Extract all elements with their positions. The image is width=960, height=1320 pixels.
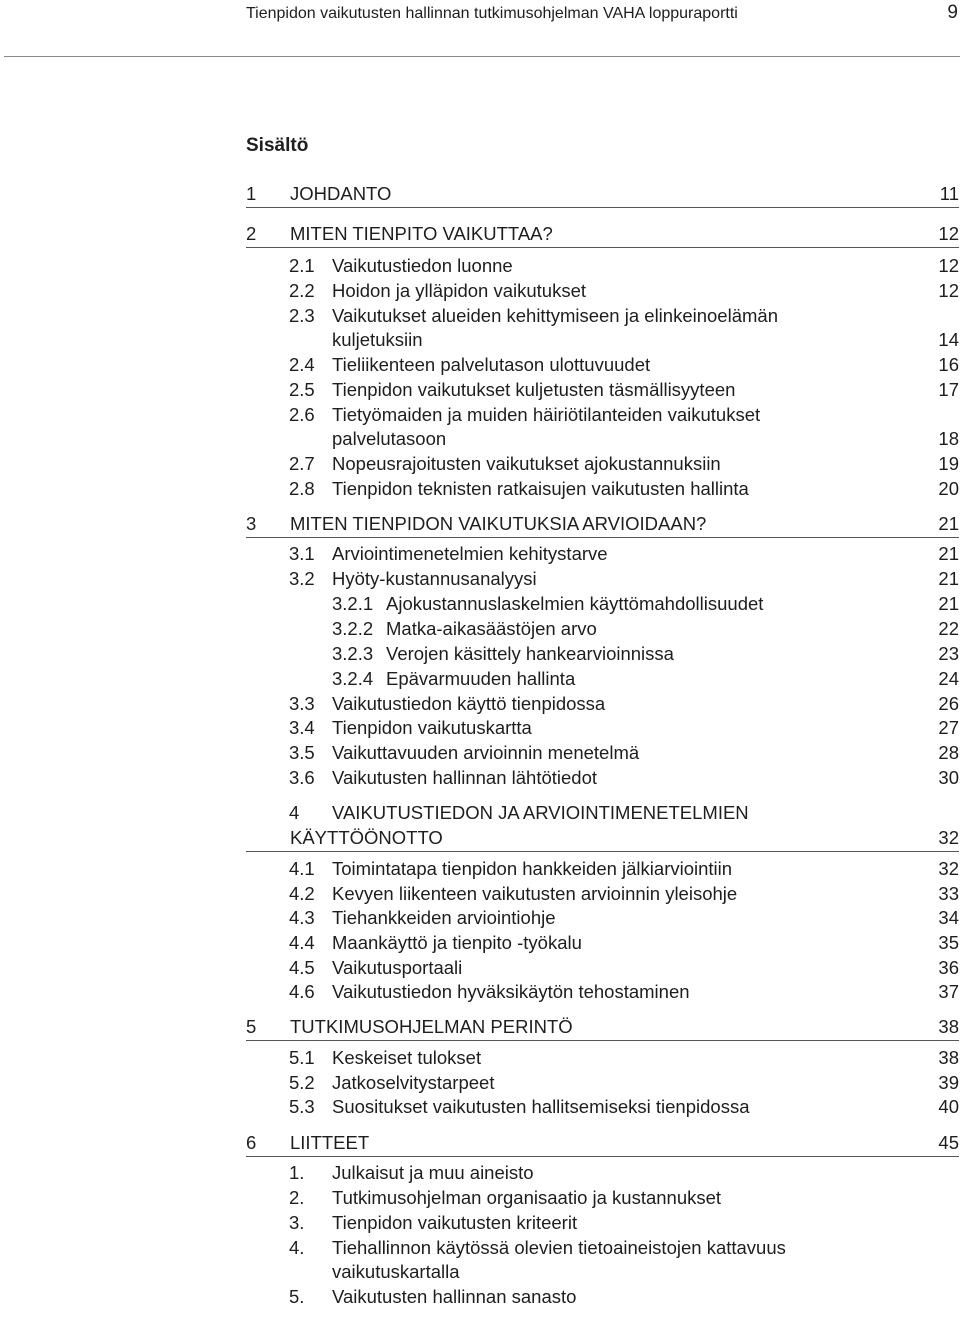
toc-page-number: 34 xyxy=(938,907,959,928)
toc-row xyxy=(246,716,959,741)
toc-number: 3.2.1 xyxy=(332,593,374,614)
toc-entry-text: Tienpidon vaikutukset kuljetusten täsmällisyyteen xyxy=(332,379,736,400)
toc-entry-text: MITEN TIENPITO VAIKUTTAA? xyxy=(290,223,553,244)
toc-number: 4.3 xyxy=(289,907,315,928)
toc-page-number: 11 xyxy=(939,183,959,204)
toc-number: 5. xyxy=(289,1286,305,1307)
toc-row xyxy=(246,642,959,667)
toc-chapter-row xyxy=(246,1131,959,1157)
toc-row xyxy=(246,956,959,981)
toc-row xyxy=(246,279,959,304)
toc-page-number: 36 xyxy=(938,957,959,978)
toc-entry-text: Tutkimusohjelman organisaatio ja kustannukset xyxy=(332,1187,722,1208)
toc-number: 2. xyxy=(289,1187,305,1208)
page-number: 9 xyxy=(947,2,958,23)
toc-chapter-row xyxy=(246,182,959,208)
toc-number: 2.4 xyxy=(289,354,315,375)
toc-row xyxy=(246,667,959,692)
toc-chapter-row xyxy=(246,826,959,852)
toc-row xyxy=(246,477,959,502)
toc-number: 5 xyxy=(246,1016,257,1037)
header-divider xyxy=(4,56,960,57)
toc-entry-text: Ajokustannuslaskelmien käyttömahdollisuudet xyxy=(386,593,764,614)
toc-entry-text: Hyöty-kustannusanalyysi xyxy=(332,568,537,589)
toc-number: 5.1 xyxy=(289,1047,315,1068)
toc-number: 2.7 xyxy=(289,453,315,474)
toc-number: 4.4 xyxy=(289,932,315,953)
toc-number: 4. xyxy=(289,1237,305,1258)
toc-entry-text: Vaikutukset alueiden kehittymiseen ja elinkeinoelämän xyxy=(332,305,778,326)
toc-row xyxy=(246,931,959,956)
toc-page-number: 33 xyxy=(938,883,959,904)
toc-page-number: 21 xyxy=(938,593,959,614)
toc-number: 4.1 xyxy=(289,858,315,879)
toc-entry-text: VAIKUTUSTIEDON JA ARVIOINTIMENETELMIEN xyxy=(332,802,749,823)
contents-heading: Sisältö xyxy=(246,135,309,156)
toc-page-number: 37 xyxy=(938,981,959,1002)
toc-row xyxy=(246,741,959,766)
toc-page-number: 12 xyxy=(938,223,959,244)
toc-number: 2.3 xyxy=(289,305,315,326)
toc-page-number: 40 xyxy=(938,1096,959,1117)
toc-row xyxy=(246,1211,959,1236)
toc-entry-text: Vaikutustiedon käyttö tienpidossa xyxy=(332,693,606,714)
toc-number: 3.5 xyxy=(289,742,315,763)
toc-page-number: 20 xyxy=(938,478,959,499)
toc-page-number: 30 xyxy=(938,767,959,788)
toc-number: 2.1 xyxy=(289,255,315,276)
toc-row xyxy=(246,906,959,931)
toc-entry-text: KÄYTTÖÖNOTTO xyxy=(290,827,443,848)
toc-entry-text: Kevyen liikenteen vaikutusten arvioinnin yleisohje xyxy=(332,883,738,904)
toc-row xyxy=(246,692,959,717)
toc-page-number: 21 xyxy=(938,568,959,589)
toc-number: 5.3 xyxy=(289,1096,315,1117)
toc-entry-text: vaikutuskartalla xyxy=(332,1261,460,1282)
toc-number: 3 xyxy=(246,513,257,534)
toc-entry-text: kuljetuksiin xyxy=(332,329,423,350)
toc-entry-text: Julkaisut ja muu aineisto xyxy=(332,1162,534,1183)
toc-number: 3.3 xyxy=(289,693,315,714)
toc-number: 3. xyxy=(289,1212,305,1233)
toc-chapter-row xyxy=(246,512,959,538)
toc-number: 2 xyxy=(246,223,257,244)
toc-row xyxy=(246,427,959,452)
running-header-title: Tienpidon vaikutusten hallinnan tutkimusohjelman VAHA loppuraportti xyxy=(246,5,738,22)
toc-number: 3.1 xyxy=(289,543,315,564)
toc-entry-text: Vaikuttavuuden arvioinnin menetelmä xyxy=(332,742,640,763)
toc-number: 4.2 xyxy=(289,883,315,904)
toc-page-number: 14 xyxy=(938,329,959,350)
toc-row xyxy=(246,353,959,378)
toc-row xyxy=(246,766,959,791)
toc-row xyxy=(246,567,959,592)
toc-page-number: 16 xyxy=(938,354,959,375)
toc-row xyxy=(246,1260,959,1285)
toc-entry-text: Arviointimenetelmien kehitystarve xyxy=(332,543,608,564)
toc-entry-text: TUTKIMUSOHJELMAN PERINTÖ xyxy=(290,1016,573,1037)
toc-page-number: 32 xyxy=(938,858,959,879)
toc-number: 5.2 xyxy=(289,1072,315,1093)
toc-entry-text: Tieliikenteen palvelutason ulottuvuudet xyxy=(332,354,651,375)
toc-number: 3.2.4 xyxy=(332,668,374,689)
toc-row xyxy=(246,378,959,403)
toc-row xyxy=(246,1285,959,1310)
page-header xyxy=(0,0,960,58)
toc-page-number: 26 xyxy=(938,693,959,714)
toc-page-number: 21 xyxy=(938,513,959,534)
toc-entry-text: Epävarmuuden hallinta xyxy=(386,668,576,689)
toc-number: 4 xyxy=(289,802,300,823)
toc-page-number: 17 xyxy=(938,379,959,400)
toc-entry-text: Vaikutustiedon luonne xyxy=(332,255,513,276)
toc-entry-text: Vaikutusportaali xyxy=(332,957,463,978)
toc-chapter-row xyxy=(246,1015,959,1041)
toc-number: 1 xyxy=(246,183,257,204)
toc-entry-text: Maankäyttö ja tienpito -työkalu xyxy=(332,932,582,953)
toc-entry-text: Vaikutusten hallinnan sanasto xyxy=(332,1286,577,1307)
toc-row xyxy=(246,617,959,642)
toc-page-number: 38 xyxy=(938,1016,959,1037)
toc-page-number: 12 xyxy=(938,255,959,276)
toc-entry-text: Tienpidon vaikutusten kriteerit xyxy=(332,1212,578,1233)
toc-page-number: 19 xyxy=(938,453,959,474)
toc-entry-text: LIITTEET xyxy=(290,1132,370,1153)
toc-entry-text: Suositukset vaikutusten hallitsemiseksi tienpidossa xyxy=(332,1096,750,1117)
toc-page-number: 22 xyxy=(938,618,959,639)
toc-row xyxy=(246,1161,959,1186)
toc-row xyxy=(246,1046,959,1071)
toc-row xyxy=(246,304,959,329)
toc-row xyxy=(246,542,959,567)
toc-row xyxy=(246,328,959,353)
toc-page-number: 32 xyxy=(938,827,959,848)
toc-row xyxy=(246,882,959,907)
toc-row xyxy=(246,1186,959,1211)
toc-entry-text: Tienpidon teknisten ratkaisujen vaikutusten hallinta xyxy=(332,478,749,499)
toc-number: 3.2.3 xyxy=(332,643,374,664)
toc-number: 3.6 xyxy=(289,767,315,788)
toc-row xyxy=(246,980,959,1005)
toc-entry-text: Tiehallinnon käytössä olevien tietoaineistojen kattavuus xyxy=(332,1237,786,1258)
toc-entry-text: Hoidon ja ylläpidon vaikutukset xyxy=(332,280,587,301)
toc-entry-text: Toimintatapa tienpidon hankkeiden jälkiarviointiin xyxy=(332,858,733,879)
toc-number: 3.4 xyxy=(289,717,315,738)
toc-entry-text: Matka-aikasäästöjen arvo xyxy=(386,618,597,639)
toc-number: 4.5 xyxy=(289,957,315,978)
toc-row xyxy=(246,592,959,617)
toc-number: 1. xyxy=(289,1162,305,1183)
toc-entry-text: Tiehankkeiden arviointiohje xyxy=(332,907,556,928)
toc-page-number: 21 xyxy=(938,543,959,564)
toc-row xyxy=(246,452,959,477)
toc-entry-text: Vaikutustiedon hyväksikäytön tehostaminen xyxy=(332,981,690,1002)
toc-page-number: 23 xyxy=(938,643,959,664)
toc-page-number: 28 xyxy=(938,742,959,763)
toc-page-number: 35 xyxy=(938,932,959,953)
toc-row xyxy=(246,1095,959,1120)
toc-number: 2.6 xyxy=(289,404,315,425)
toc-row xyxy=(246,857,959,882)
toc-page-number: 39 xyxy=(938,1072,959,1093)
toc-number: 3.2.2 xyxy=(332,618,374,639)
toc-row xyxy=(246,801,959,826)
toc-entry-text: Tienpidon vaikutuskartta xyxy=(332,717,532,738)
toc-entry-text: Jatkoselvitystarpeet xyxy=(332,1072,495,1093)
toc-number: 2.5 xyxy=(289,379,315,400)
toc-row xyxy=(246,1071,959,1096)
toc-page-number: 12 xyxy=(938,280,959,301)
toc-page-number: 38 xyxy=(938,1047,959,1068)
toc-number: 6 xyxy=(246,1132,257,1153)
toc-chapter-row xyxy=(246,222,959,248)
toc-row xyxy=(246,254,959,279)
toc-entry-text: palvelutasoon xyxy=(332,428,447,449)
toc-page-number: 18 xyxy=(938,428,959,449)
toc-number: 3.2 xyxy=(289,568,315,589)
toc-number: 4.6 xyxy=(289,981,315,1002)
toc-row xyxy=(246,403,959,428)
toc-number: 2.8 xyxy=(289,478,315,499)
toc-entry-text: Nopeusrajoitusten vaikutukset ajokustannuksiin xyxy=(332,453,721,474)
toc-entry-text: Vaikutusten hallinnan lähtötiedot xyxy=(332,767,598,788)
toc-entry-text: MITEN TIENPIDON VAIKUTUKSIA ARVIOIDAAN? xyxy=(290,513,707,534)
toc-entry-text: Verojen käsittely hankearvioinnissa xyxy=(386,643,674,664)
toc-entry-text: Tietyömaiden ja muiden häiriötilanteiden vaikutukset xyxy=(332,404,761,425)
toc-page-number: 24 xyxy=(938,668,959,689)
toc-entry-text: Keskeiset tulokset xyxy=(332,1047,482,1068)
toc-row xyxy=(246,1236,959,1261)
toc-entry-text: JOHDANTO xyxy=(290,183,392,204)
toc-page-number: 27 xyxy=(938,717,959,738)
toc-page-number: 45 xyxy=(938,1132,959,1153)
toc-number: 2.2 xyxy=(289,280,315,301)
